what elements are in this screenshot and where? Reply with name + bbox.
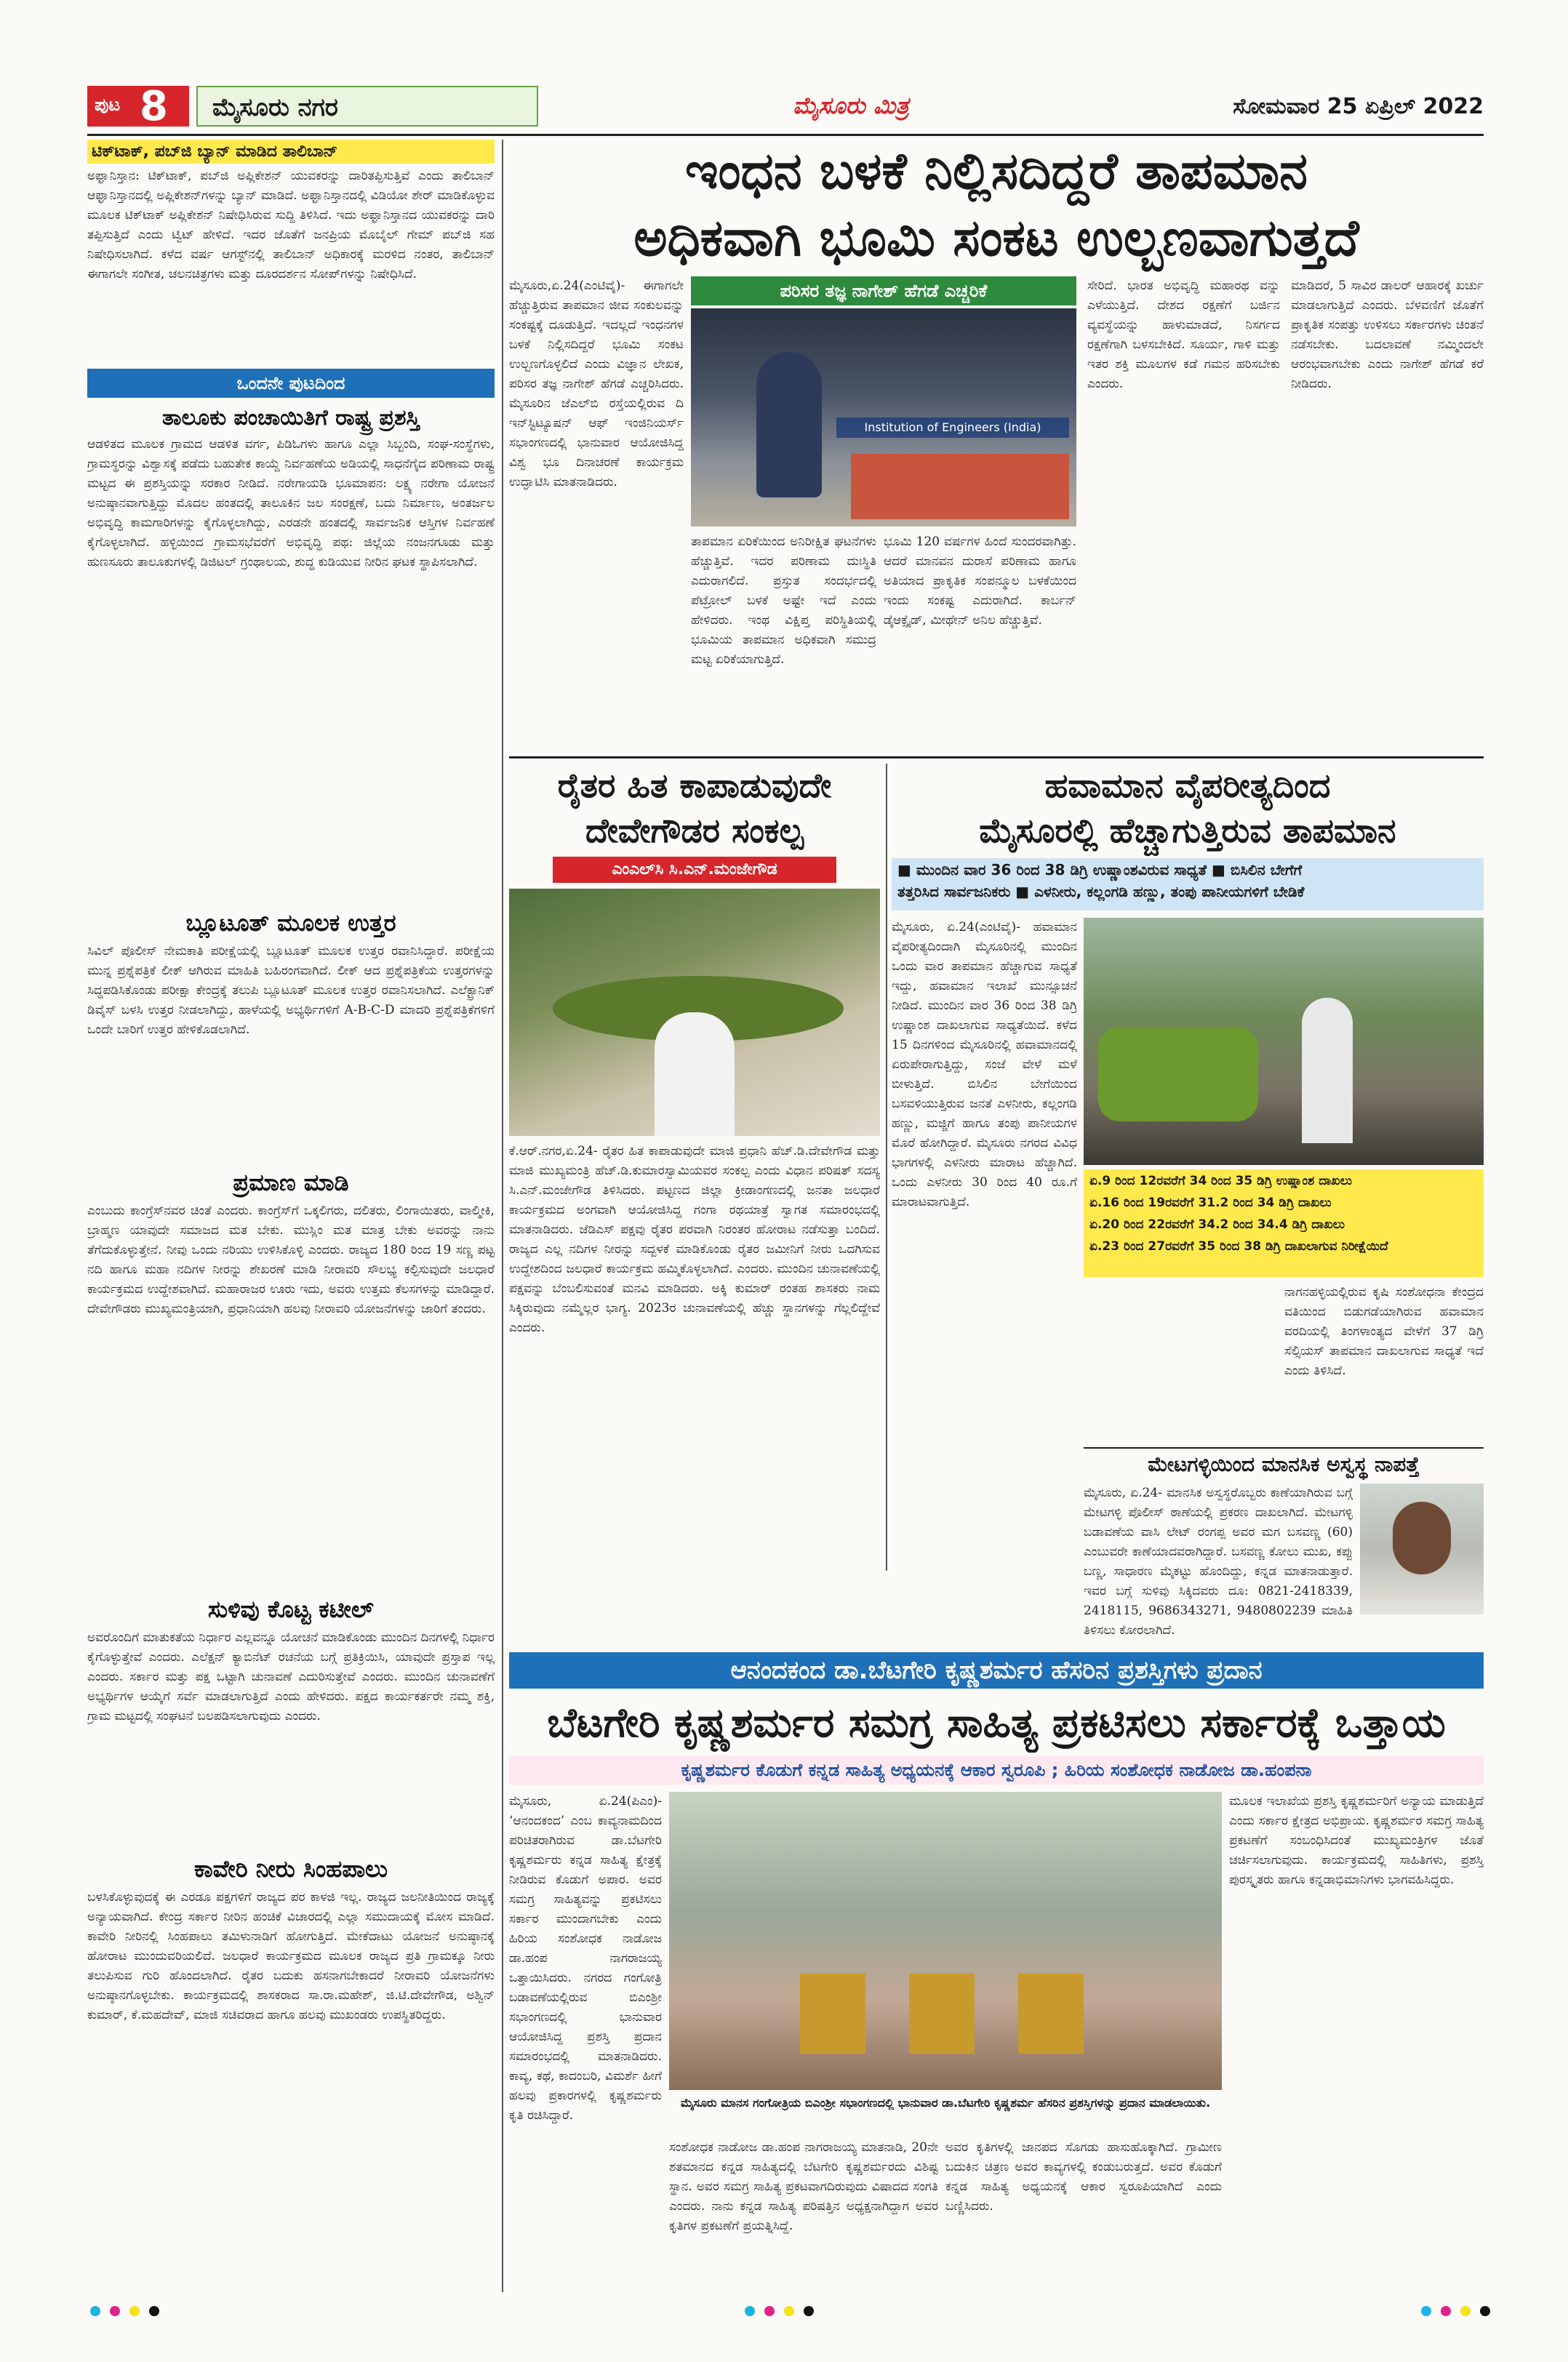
lead-headline-2: ಅಧಿಕವಾಗಿ ಭೂಮಿ ಸಂಕಟ ಉಲ್ಬಣವಾಗುತ್ತದೆ [633,208,1359,268]
panchayat-headline: ತಾಲೂಕು ಪಂಚಾಯಿತಿಗೆ ರಾಷ್ಟ್ರ ಪ್ರಶಸ್ತಿ [162,405,420,431]
missing-person-photo [1360,1484,1484,1614]
registration-dots-right [1418,2305,1493,2319]
missing-person-face [1393,1502,1451,1574]
yellow-dot [129,2306,140,2316]
award-headline: ಬೆಟಗೇರಿ ಕೃಷ್ಣಶರ್ಮರ ಸಮಗ್ರ ಸಾಹಿತ್ಯ ಪ್ರಕಟಿಸಲು ಸರ್ಕಾರಕ್ಕೆ ಒತ್ತಾಯ [547,1700,1446,1747]
page-number: 8 [140,83,168,130]
temp-row-4: ಏ.23 ರಿಂದ 27ರವರೆಗೆ 35 ರಿಂದ 38 ಡಿಗ್ರಿ ದಾಖಲಾಗುವ ನಿರೀಕ್ಷೆಯಿದೆ [1089,1239,1388,1254]
kateel-headline: ಸುಳಿವು ಕೊಟ್ಟ ಕಟೀಲ್ [208,1596,374,1623]
issue-date: ಸೋಮವಾರ 25 ಏಪ್ರಿಲ್ 2022 [1233,94,1484,119]
black-dot [149,2306,159,2316]
farmers-body: ಕೆ.ಆರ್.ನಗರ,ಏ.24- ರೈತರ ಹಿತ ಕಾಪಾಡುವುದೇ ಮಾಜಿ ಪ್ರಧಾನಿ ಹೆಚ್.ಡಿ.ದೇವೇಗೌಡ ಮತ್ತು ಮಾಜಿ ಮುಖ್ಯಮಂತ್ರಿ ಹೆಚ್.ಡಿ.ಕುಮಾರಸ್ವಾಮಿಯವರ ಸಂಕಲ್ಪ ಎಂದು ವಿಧಾನ ಪರಿಷತ್ ಸದಸ್ಯ ಸಿ.ಎನ್.ಮಂಜೇಗೌಡ ತಿಳಿಸಿದರು. ಪಟ್ಟಣದ ಜಿಲ್ಲಾ ಕ್ರೀಡಾಂಗಣದಲ್ಲಿ ಜನತಾ ಜಲಧಾರೆ ಕಾರ್ಯಕ್ರಮದ ಅಂಗವಾಗಿ ಆಯೋಜಿಸಿದ್ದ ಗಂಗಾ ರಥಯಾತ್ರೆ ಸ್ವಾಗತ ಸಮಾರಂಭದಲ್ಲಿ ಮಾತನಾಡಿದರು. ಜೆಡಿಎಸ್ ಪಕ್ಷವು ರೈತರ ಪರವಾಗಿ ನಿರಂತರ ಹೋರಾಟ ನಡೆಸುತ್ತಾ ಬಂದಿದೆ. ರಾಜ್ಯದ ಎಲ್ಲ ನದಿಗಳ ನೀರನ್ನು ಸದ್ಬಳಕೆ ಮಾಡಿಕೊಂಡು ರೈತರ ಜಮೀನಿಗೆ ನೀರು ಒದಗಿಸುವ ಉದ್ದೇಶದಿಂದ ಜಲಧಾರೆ ಕಾರ್ಯಕ್ರಮ ಹಮ್ಮಿಕೊಳ್ಳಲಾಗಿದೆ. ಎಂದರು. ಮುಂದಿನ ಚುನಾವಣೆಯಲ್ಲಿ ಪಕ್ಷವನ್ನು ಬೆಂಬಲಿಸುವಂತೆ ಮನವಿ ಮಾಡಿದರು. ಅಕ್ಕಿ ಕುಮಾರ್ ರಂತಹ ಶಾಸಕರು ನಾಮ ಸಿಕ್ಕಿರುವುದು ನಮ್ಮೆಲ್ಲರ ಭಾಗ್ಯ. 2023ರ ಚುನಾವಣೆಯಲ್ಲಿ ಹೆಚ್ಚು ಸ್ಥಾನಗಳನ್ನು ಗೆಲ್ಲಲಿದ್ದೇವೆ ಎಂದರು. [509,1144,880,1335]
farmers-right-rule [886,764,887,1571]
bluetooth-body: ಸಿವಿಲ್ ಪೊಲೀಸ್ ನೇಮಕಾತಿ ಪರೀಕ್ಷೆಯಲ್ಲಿ ಬ್ಲೂಟೂತ್ ಮೂಲಕ ಉತ್ತರ ರವಾನಿಸಿದ್ದಾರೆ. ಪರೀಕ್ಷೆಯ ಮುನ್ನ ಪ್ರಶ್ನೆಪತ್ರಿಕೆ ಲೀಕ್ ಆಗಿರುವ ಮಾಹಿತಿ ಬಹಿರಂಗವಾಗಿದೆ. ಲೀಕ್ ಆದ ಪ್ರಶ್ನೆಪತ್ರಿಕೆಯ ಉತ್ತರಗಳನ್ನು ಸಿದ್ಧಪಡಿಸಿಕೊಂಡು ಪರೀಕ್ಷಾ ಕೇಂದ್ರಕ್ಕೆ ತಲುಪಿ ಬ್ಲೂಟೂತ್ ಮೂಲಕ ಉತ್ತರ ರವಾನಿಸಲಾಗಿದೆ. ಎಲೆಕ್ಟ್ರಾನಿಕ್ ಡಿವೈಸ್ ಬಳಸಿ ಉತ್ತರ ನೀಡಲಾಗಿದ್ದು, ಹಾಳೆಯಲ್ಲಿ ಅಭ್ಯರ್ಥಿಗಳಿಗೆ A-B-C-D ಮಾದರಿ ಪ್ರಶ್ನೆಪತ್ರಿಕೆಗಳಿಗೆ ಒಂದೇ ಬಾರಿಗೆ ಉತ್ತರ ಹೇಳಿಕೊಡಲಾಗಿದೆ. [87,944,495,1037]
award-frame-3 [1018,1974,1084,2054]
yellow-dot [1460,2306,1471,2316]
weather-subhead-2: ತತ್ತರಿಸಿದ ಸಾರ್ವಜನಿಕರು ■ ಎಳನೀರು, ಕಲ್ಲಂಗಡಿ ಹಣ್ಣು, ತಂಪು ಪಾನೀಯಗಳಿಗೆ ಬೇಡಿಕೆ [897,883,1305,900]
weather-body: ಮೈಸೂರು, ಏ.24(ಎಂಟಿವೈ)- ಹವಾಮಾನ ವೈಪರೀತ್ಯದಿಂದಾಗಿ ಮೈಸೂರಿನಲ್ಲಿ ಮುಂದಿನ ಒಂದು ವಾರ ತಾಪಮಾನ ಹೆಚ್ಚಾಗುವ ಸಾಧ್ಯತೆ ಇದ್ದು, ಹವಾಮಾನ ಇಲಾಖೆ ಮುನ್ಸೂಚನೆ ನೀಡಿದೆ. ಮುಂದಿನ ವಾರ 36 ರಿಂದ 38 ಡಿಗ್ರಿ ಉಷ್ಣಾಂಶ ದಾಖಲಾಗುವ ಸಾಧ್ಯತೆಯಿದೆ. ಕಳೆದ 15 ದಿನಗಳಿಂದ ಮೈಸೂರಿನಲ್ಲಿ ಹವಾಮಾನದಲ್ಲಿ ಏರುಪೇರಾಗುತ್ತಿದ್ದು, ಸಂಜೆ ವೇಳೆ ಮಳೆ ಬೀಳುತ್ತಿದೆ. ಬಿಸಿಲಿನ ಬೇಗೆಯಿಂದ ಬಸವಳಿಯುತ್ತಿರುವ ಜನತೆ ಎಳನೀರು, ಕಲ್ಲಂಗಡಿ ಹಣ್ಣು, ಮಜ್ಜಿಗೆ ಹಾಗೂ ತಂಪು ಪಾನೀಯಗಳ ಮೊರೆ ಹೋಗಿದ್ದಾರೆ. ಮೈಸೂರು ನಗರದ ವಿವಿಧ ಭಾಗಗಳಲ್ಲಿ ಎಳನೀರು ಮಾರಾಟ ಹೆಚ್ಚಾಗಿದೆ. ಒಂದು ಎಳನೀರು 30 ರಿಂದ 40 ರೂ.ಗೆ ಮಾರಾಟವಾಗುತ್ತಿದೆ. [892,920,1077,1209]
lead-bottom-rule [509,756,1484,758]
award-banner: ಆನಂದಕಂದ ಡಾ.ಬೆಟಗೇರಿ ಕೃಷ್ಣಶರ್ಮರ ಹೆಸರಿನ ಪ್ರಶಸ್ತಿಗಳು ಪ್ರದಾನ [509,1652,1484,1689]
missing-headline: ಮೇಟಗಳ್ಳಿಯಿಂದ ಮಾನಸಿಕ ಅಸ್ವಸ್ಥ ನಾಪತ್ತೆ [1084,1447,1484,1481]
speaker-figure [756,352,822,497]
cauvery-headline: ಕಾವೇರಿ ನೀರು ಸಿಂಹಪಾಲು [193,1855,388,1883]
weather-subhead-1: ■ ಮುಂದಿನ ವಾರ 36 ರಿಂದ 38 ಡಿಗ್ರಿ ಉಷ್ಣಾಂಶವಿರುವ ಸಾಧ್ಯತೆ ■ ಬಿಸಿಲಿನ ಬೇಗೆಗೆ [897,861,1303,878]
page-number-box [87,83,189,130]
pramana-body: ಎಂಬುದು ಕಾಂಗ್ರೆಸ್‌ನವರ ಚಿಂತೆ ಎಂದರು. ಕಾಂಗ್ರೆಸ್‌ಗೆ ಒಕ್ಕಲಿಗರು, ದಲಿತರು, ಲಿಂಗಾಯಿತರು, ವಾಲ್ಮೀಕಿ, ಬ್ರಾಹ್ಮಣ ಯಾವುದೇ ಸಮಾಜದ ಮತ ಬೇಕು. ಮುಸ್ಲಿಂ ಮತ ಮಾತ್ರ ಬೇಕು ಅವರನ್ನು ನಾನು ತೆಗೆದುಕೊಳ್ಳುತ್ತೇನೆ. ನೀವು ಒಂದು ನರಿಯು ಉಳಿಸಿಕೊಳ್ಳಿ ಎಂದರು. ರಾಜ್ಯದ 180 ರಿಂದ 19 ಸಣ್ಣ ಪಟ್ಟ ನದಿ ಹಾಗೂ ಮಹಾ ನದಿಗಳ ನೀರನ್ನು ಶೇಖರಣೆ ಮಾಡಿ ನೀರಾವರಿ ಸೌಲಭ್ಯ ಕಲ್ಪಿಸುವುದೇ ಜಲಧಾರೆ ಕಾರ್ಯಕ್ರಮದ ಉದ್ದೇಶವಾಗಿದೆ. ಮಹಾರಾಜರ ಊರು ಇದು, ಅವರು ಉತ್ತಮ ಕೆಲಸಗಳನ್ನು ಮಾಡಿದ್ದಾರೆ. ದೇವೇಗೌಡರು ಮುಖ್ಯಮಂತ್ರಿಯಾಗಿ, ಪ್ರಧಾನಿಯಾಗಿ ಹಲವು ನೀರಾವರಿ ಯೋಜನೆಗಳನ್ನು ಜಾರಿಗೆ ತಂದರು. [87,1204,495,1316]
page-label: ಪುಟ [95,95,121,115]
missing-body: ಮೈಸೂರು, ಏ.24- ಮಾನಸಿಕ ಅಸ್ವಸ್ಥರೊಬ್ಬರು ಕಾಣೆಯಾಗಿರುವ ಬಗ್ಗೆ ಮೇಟಗಳ್ಳಿ ಪೊಲೀಸ್ ಠಾಣೆಯಲ್ಲಿ ಪ್ರಕರಣ ದಾಖಲಾಗಿದೆ. ಮೇಟಗಳ್ಳಿ ಬಡಾವಣೆಯ ವಾಸಿ ಲೇಟ್ ರಂಗಪ್ಪ ಅವರ ಮಗ ಬಸವಣ್ಣ (60) ಎಂಬುವರೇ ಕಾಣೆಯಾದವರಾಗಿದ್ದಾರೆ. ಬಸವಣ್ಣ ಕೋಲು ಮುಖ, ಕಪ್ಪು ಬಣ್ಣ, ಸಾಧಾರಣ ಮೈಕಟ್ಟು ಹೊಂದಿದ್ದು, ಕನ್ನಡ ಮಾತನಾಡುತ್ತಾರೆ. ಇವರ ಬಗ್ಗೆ ಸುಳಿವು ಸಿಕ್ಕಿದವರು ದೂ: 0821-2418339, 2418115, 9686343271, 9480802239 ಮಾಹಿತಿ ತಿಳಿಸಲು ಕೋರಲಾಗಿದೆ. [1084,1486,1353,1638]
award-col-2: ಸಂಶೋಧಕ ನಾಡೋಜ ಡಾ.ಹಂಪ ನಾಗರಾಜಯ್ಯ ಮಾತನಾಡಿ, 20ನೇ ಶತಮಾನದ ಕನ್ನಡ ಸಾಹಿತ್ಯದಲ್ಲಿ ಬೆಟಗೇರಿ ಕೃಷ್ಣಶರ್ಮರದು ವಿಶಿಷ್ಟ ಸ್ಥಾನ. ಅವರ ಸಮಗ್ರ ಸಾಹಿತ್ಯ ಪ್ರಕಟವಾಗದಿರುವುದು ವಿಷಾದದ ಸಂಗತಿ ಎಂದರು. ನಾನು ಕನ್ನಡ ಸಾಹಿತ್ಯ ಪರಿಷತ್ತಿನ ಅಧ್ಯಕ್ಷನಾಗಿದ್ದಾಗ ಅವರ ಕೃತಿಗಳ ಪ್ರಕಟಣೆಗೆ ಪ್ರಯತ್ನಿಸಿದ್ದೆ. [669,2140,938,2233]
temperature-table [1084,1169,1484,1277]
lead-col-a: ಮೈಸೂರು,ಏ.24(ಎಂಟಿವೈ)- ಈಗಾಗಲೇ ಹೆಚ್ಚುತ್ತಿರುವ ತಾಪಮಾನ ಜೀವ ಸಂಕುಲವನ್ನು ಸಂಕಷ್ಟಕ್ಕೆ ದೂಡುತ್ತಿದೆ. ಇದಲ್ಲದೆ ಇಂಧನಗಳ ಬಳಕೆ ನಿಲ್ಲಿಸದಿದ್ದರೆ ಭೂಮಿ ಸಂಕಟ ಉಲ್ಬಣಗೊಳ್ಳಲಿದೆ ಎಂದು ವಿಜ್ಞಾನ ಲೇಖಕ, ಪರಿಸರ ತಜ್ಞ ನಾಗೇಶ್ ಹೆಗಡೆ ಎಚ್ಚರಿಸಿದರು. ಮೈಸೂರಿನ ಜೆಎಲ್‌ಬಿ ರಸ್ತೆಯಲ್ಲಿರುವ ದಿ ಇನ್‌ಸ್ಟಿಟ್ಯೂಷನ್ ಆಫ್ ಇಂಜಿನಿಯರ್ಸ್ ಸಭಾಂಗಣದಲ್ಲಿ ಭಾನುವಾರ ಆಯೋಜಿಸಿದ್ದ ವಿಶ್ವ ಭೂ ದಿನಾಚರಣೆ ಕಾರ್ಯಕ್ರಮ ಉದ್ಘಾಟಿಸಿ ಮಾತನಾಡಿದರು. [509,279,684,489]
lead-col-c: ಭೂಮಿ 120 ವರ್ಷಗಳ ಹಿಂದೆ ಸುಂದರವಾಗಿತ್ತು. ಆದರೆ ಮಾನವನ ದುರಾಸೆ ಪರಿಣಾಮ ಹಾಗೂ ಅತಿಯಾದ ಪ್ರಾಕೃತಿಕ ಸಂಪನ್ಮೂಲ ಬಳಕೆಯಿಂದ ಇಂದು ಸಂಕಷ್ಟ ಎದುರಾಗಿದೆ. ಕಾರ್ಬನ್ ಡೈಆಕ್ಸೈಡ್, ಮೀಥೇನ್ ಅನಿಲ ಹೆಚ್ಚುತ್ತಿವೆ. [884,535,1076,628]
yellow-dot [784,2306,794,2316]
farmers-headline-2: ದೇವೇಗೌಡರ ಸಂಕಲ್ಪ [585,811,804,850]
award-col-1: ಮೈಸೂರು, ಏ.24(ಪಿಎಂ)- ‘ಆನಂದಕಂದ’ ಎಂಬ ಕಾವ್ಯನಾಮದಿಂದ ಪರಿಚಿತರಾಗಿರುವ ಡಾ.ಬೆಟಗೇರಿ ಕೃಷ್ಣಶರ್ಮರು ಕನ್ನಡ ಸಾಹಿತ್ಯ ಕ್ಷೇತ್ರಕ್ಕೆ ನೀಡಿರುವ ಕೊಡುಗೆ ಅಪಾರ. ಅವರ ಸಮಗ್ರ ಸಾಹಿತ್ಯವನ್ನು ಪ್ರಕಟಿಸಲು ಸರ್ಕಾರ ಮುಂದಾಗಬೇಕು ಎಂದು ಹಿರಿಯ ಸಂಶೋಧಕ ನಾಡೋಜ ಡಾ.ಹಂಪ ನಾಗರಾಜಯ್ಯ ಒತ್ತಾಯಿಸಿದರು. ನಗರದ ಗಂಗೋತ್ರಿ ಬಡಾವಣೆಯಲ್ಲಿರುವ ಬಿಎಂಶ್ರೀ ಸಭಾಂಗಣದಲ್ಲಿ ಭಾನುವಾರ ಆಯೋಜಿಸಿದ್ದ ಪ್ರಶಸ್ತಿ ಪ್ರದಾನ ಸಮಾರಂಭದಲ್ಲಿ ಮಾತನಾಡಿದರು. ಕಾವ್ಯ, ಕಥೆ, ಕಾದಂಬರಿ, ವಿಮರ್ಶೆ ಹೀಗೆ ಹಲವು ಪ್ರಕಾರಗಳಲ್ಲಿ ಕೃಷ್ಣಶರ್ಮರು ಕೃತಿ ರಚಿಸಿದ್ದಾರೆ. [509,1794,662,2123]
cauvery-body: ಬಳಸಿಕೊಳ್ಳುವುದಕ್ಕೆ ಈ ಎರಡೂ ಪಕ್ಷಗಳಿಗೆ ರಾಜ್ಯದ ಪರ ಕಾಳಜಿ ಇಲ್ಲ. ರಾಜ್ಯದ ಜಲನೀತಿಯಿಂದ ರಾಜ್ಯಕ್ಕೆ ಅನ್ಯಾಯವಾಗಿದೆ. ಕೇಂದ್ರ ಸರ್ಕಾರ ನೀರಿನ ಹಂಚಿಕೆ ವಿಚಾರದಲ್ಲಿ ಎಲ್ಲಾ ಸಮುದಾಯಕ್ಕೆ ಮೋಸ ಮಾಡಿದೆ. ಕಾವೇರಿ ನೀರಿನಲ್ಲಿ ಸಿಂಹಪಾಲು ತಮಿಳುನಾಡಿಗೆ ಹೋಗುತ್ತಿದೆ. ಮೇಕೆದಾಟು ಯೋಜನೆ ಅನುಷ್ಠಾನಕ್ಕೆ ಹೋರಾಟ ಮುಂದುವರಿಯಲಿದೆ. ಜಲಧಾರೆ ಕಾರ್ಯಕ್ರಮದ ಮೂಲಕ ರಾಜ್ಯದ ಪ್ರತಿ ಗ್ರಾಮಕ್ಕೂ ನೀರು ತಲುಪಿಸುವ ಗುರಿ ಹೊಂದಲಾಗಿದೆ. ರೈತರ ಬದುಕು ಹಸನಾಗಬೇಕಾದರೆ ನೀರಾವರಿ ಯೋಜನೆಗಳು ಅನುಷ್ಠಾನಗೊಳ್ಳಬೇಕು. ಕಾರ್ಯಕ್ರಮದಲ್ಲಿ ಶಾಸಕರಾದ ಸಾ.ರಾ.ಮಹೇಶ್, ಜಿ.ಟಿ.ದೇವೇಗೌಡ, ಅಶ್ವಿನ್ ಕುಮಾರ್, ಕೆ.ಮಹದೇವ್, ಮಾಜಿ ಸಚಿವರಾದ ಹಾಗೂ ಹಲವು ಮುಖಂಡರು ಉಪಸ್ಥಿತರಿದ್ದರು. [87,1890,495,2022]
weather-subhead [892,858,1484,910]
section-label: ಮೈಸೂರು ನಗರ [196,86,538,127]
masthead [87,80,1484,132]
registration-dots-center [742,2305,817,2319]
magenta-dot [1441,2306,1451,2316]
black-dot [804,2306,814,2316]
masthead-rule [87,134,1484,136]
coconut-pile [1098,1027,1258,1121]
leader-figure [655,1012,735,1136]
panchayat-body: ಆಡಳಿತದ ಮೂಲಕ ಗ್ರಾಮದ ಆಡಳಿತ ವರ್ಗ, ಪಿಡಿಓಗಳು ಹಾಗೂ ಎಲ್ಲಾ ಸಿಬ್ಬಂದಿ, ಸಂಘ-ಸಂಸ್ಥೆಗಳು, ಗ್ರಾಮಸ್ಥರನ್ನು ವಿಶ್ವಾಸಕ್ಕೆ ಪಡೆದು ಬಹುತೇಕ ಕಾಯ್ದೆ ನಿರ್ವಹಣೆಯ ಅಡಿಯಲ್ಲಿ ಸಾಧನೆಗೈದ ಪರಿಣಾಮ ರಾಷ್ಟ್ರ ಮಟ್ಟದ ಈ ಪ್ರಶಸ್ತಿಯನ್ನು ಸರಕಾರ ನೀಡಿದೆ. ನರೇಗಾಯಡಿ ಭೂಮಾಪನ: ಲಕ್ಷ್ಯ ನರೇಗಾ ಯೋಜನೆ ಅನುಷ್ಠಾನವಾಗುತ್ತಿದ್ದು ಮೊದಲ ಹಂತದಲ್ಲಿ ತಾಲೂಕಿನ ಜಲ ಸಂರಕ್ಷಣೆ, ಬದು ನಿರ್ಮಾಣ, ಅಂತರ್ಜಲ ಅಭಿವೃದ್ಧಿ ಕಾಮಗಾರಿಗಳನ್ನು ಕೈಗೊಳ್ಳಲಾಗಿದ್ದು, ಎರಡನೇ ಹಂತದಲ್ಲಿ ಸಾರ್ವಜನಿಕ ಆಸ್ತಿಗಳ ನಿರ್ವಹಣೆ ಕೈಗೊಳ್ಳಲಾಗಿದೆ. ಹಳ್ಳಿಯಿಂದ ಗ್ರಾಮಸಭೆವರೆಗೆ ಅಭಿವೃದ್ಧಿ ಪಥ: ಜಿಲ್ಲೆಯ ನಂಜನಗೂಡು ಮತ್ತು ಹುಣಸೂರು ತಾಲೂಕುಗಳಲ್ಲಿ ಡಿಜಿಟಲ್ ಗ್ರಂಥಾಲಯ, ಶುದ್ಧ ಕುಡಿಯುವ ನೀರಿನ ಘಟಕ ಸ್ಥಾಪಿಸಲಾಗಿದೆ. [87,437,495,569]
award-subhead: ಕೃಷ್ಣಶರ್ಮರ ಕೊಡುಗೆ ಕನ್ನಡ ಸಾಹಿತ್ಯ ಅಧ್ಯಯನಕ್ಕೆ ಆಕಾರ ಸ್ವರೂಪಿ ; ಹಿರಿಯ ಸಂಶೋಧಕ ನಾಡೋಜ ಡಾ.ಹಂಪನಾ [509,1756,1484,1785]
left-column [87,140,495,2292]
lead-col-e: ಮಾಡಿದರೆ, 5 ಸಾವಿರ ಡಾಲರ್ ಆಹಾರಕ್ಕೆ ಖರ್ಚು ಮಾಡಲಾಗುತ್ತಿದೆ ಎಂದರು. ಬೆಳವಣಿಗೆ ಜೊತೆಗೆ ಪ್ರಾಕೃತಿಕ ಸಂಪತ್ತು ಉಳಿಸಲು ಸರ್ಕಾರಗಳು ಚಿಂತನೆ ನಡೆಸಬೇಕು. ಬದಲಾವಣೆ ನಮ್ಮಿಂದಲೇ ಆರಂಭವಾಗಬೇಕು ಎಂದು ನಾಗೇಶ್ ಹೆಗಡೆ ಕರೆ ನೀಡಿದರು. [1291,279,1484,391]
left-column-rule [502,140,503,2292]
cyan-dot [1421,2306,1431,2316]
award-frame-2 [909,1974,975,2054]
temp-row-1: ಏ.9 ರಿಂದ 12ರವರೆಗೆ 34 ರಿಂದ 35 ಡಿಗ್ರಿ ಉಷ್ಣಾಂಶ ದಾಖಲು [1089,1174,1353,1188]
taliban-body: ಅಫ್ಘಾನಿಸ್ತಾನ: ಟಿಕ್‌ಟಾಕ್, ಪಬ್‌ಜಿ ಅಪ್ಲಿಕೇಶನ್ ಯುವಕರನ್ನು ದಾರಿತಪ್ಪಿಸುತ್ತಿವೆ ಎಂದು ತಾಲಿಬಾನ್ ಆಫ್ಘಾನಿಸ್ತಾನದಲ್ಲಿ ಅಪ್ಲಿಕೇಶನ್‌ಗಳನ್ನು ಬ್ಯಾನ್ ಮಾಡಿದೆ. ಅಫ್ಘಾನಿಸ್ತಾನದಲ್ಲಿ ವಿಡಿಯೋ ಶೇರ್ ಮಾಡಿಕೊಳ್ಳುವ ಮೂಲಕ ಟಿಕ್‌ಟಾಕ್ ಅಪ್ಲಿಕೇಶನ್ ನಿಷೇಧಿಸಿರುವ ಸುದ್ದಿ ತಿಳಿಸಿದೆ. ಇದು ಅಫ್ಘಾನಿಸ್ತಾನದ ಯುವಕರನ್ನು ದಾರಿ ತಪ್ಪಿಸುತ್ತಿದೆ ಎಂದು ಟ್ವಿಟ್ ಹೇಳಿದೆ. ಇದರ ಜೊತೆಗೆ ಜನಪ್ರಿಯ ಮೊಬೈಲ್ ಗೇಮ್ ಪಬ್‌ಜಿ ಸಹ ನಿಷೇಧಿಸಲಾಗಿದೆ. ಕಳೆದ ವರ್ಷ ಆಗಸ್ಟ್‌ನಲ್ಲಿ ತಾಲಿಬಾನ್ ಅಧಿಕಾರಕ್ಕೆ ಮರಳಿದ ನಂತರ, ತಾಲಿಬಾನ್ ಈಗಾಗಲೇ ಸಂಗೀತ, ಚಲನಚಿತ್ರಗಳು ಮತ್ತು ದೂರದರ್ಶನ ಸೋಪ್‌ಗಳನ್ನು ನಿಷೇಧಿಸಿದೆ. [87,169,495,281]
lead-photo [691,308,1076,527]
weather-body-2: ನಾಗನಹಳ್ಳಿಯಲ್ಲಿರುವ ಕೃಷಿ ಸಂಶೋಧನಾ ಕೇಂದ್ರದ ವತಿಯಿಂದ ಬಿಡುಗಡೆಯಾಗಿರುವ ಹವಾಮಾನ ವರದಿಯಲ್ಲಿ ತಿಂಗಳಾಂತ್ಯದ ವೇಳೆಗೆ 37 ಡಿಗ್ರಿ ಸೆಲ್ಸಿಯಸ್ ತಾಪಮಾನ ದಾಖಲಾಗುವ ಸಾಧ್ಯತೆ ಇದೆ ಎಂದು ತಿಳಿಸಿದೆ. [1284,1285,1484,1378]
award-caption: ಮೈಸೂರು ಮಾನಸ ಗಂಗೋತ್ರಿಯ ಬಿಎಂಶ್ರೀ ಸಭಾಂಗಣದಲ್ಲಿ ಭಾನುವಾರ ಡಾ.ಬೆಟಗೇರಿ ಕೃಷ್ಣಶರ್ಮ ಹೆಸರಿನ ಪ್ರಶಸ್ತಿಗಳನ್ನು ಪ್ರದಾನ ಮಾಡಲಾಯಿತು. [680,2096,1211,2110]
award-photo [669,1792,1222,2090]
farmers-photo [509,889,880,1136]
kateel-body: ಅವರೊಂದಿಗೆ ಮಾತುಕತೆಯ ನಿರ್ಧಾರ ಎಲ್ಲವನ್ನೂ ಯೋಚನೆ ಮಾಡಿಕೊಂಡು ಮುಂದಿನ ದಿನಗಳಲ್ಲಿ ನಿರ್ಧಾರ ಕೈಗೊಳ್ಳುತ್ತೇವೆ ಎಂದರು. ಎಲೆಕ್ಷನ್ ಕ್ಯಾಬಿನೆಟ್ ರಚನೆಯ ಬಗ್ಗೆ ಪ್ರತಿಕ್ರಿಯಿಸಿ, ಯಾವುದೇ ಪ್ರಸ್ತಾಪ ಇಲ್ಲ ಎಂದರು. ಸರ್ಕಾರ ಮತ್ತು ಪಕ್ಷ ಒಟ್ಟಾಗಿ ಚುನಾವಣೆ ಎದುರಿಸುತ್ತೇವೆ ಎಂದರು. ಮುಂದಿನ ಚುನಾವಣೆಗೆ ಅಭ್ಯರ್ಥಿಗಳ ಆಯ್ಕೆಗೆ ಸರ್ವೆ ಮಾಡಲಾಗುತ್ತಿದೆ ಎಂದು ಹೇಳಿದರು. ಪಕ್ಷದ ಕಾರ್ಯಕರ್ತರೇ ನಮ್ಮ ಶಕ್ತಿ, ಗ್ರಾಮ ಮಟ್ಟದಲ್ಲಿ ಸಂಘಟನೆ ಬಲಪಡಿಸಲಾಗುವುದು ಎಂದರು. [87,1630,495,1724]
paper-name: ಮೈಸೂರು ಮಿತ್ರ [793,92,909,119]
lead-col-b: ತಾಪಮಾನ ಏರಿಕೆಯಿಂದ ಅನಿರೀಕ್ಷಿತ ಘಟನೆಗಳು ಹೆಚ್ಚುತ್ತಿವೆ. ಇದರ ಪರಿಣಾಮ ದುಃಸ್ಥಿತಿ ಎದುರಾಗಲಿದೆ. ಪ್ರಸ್ತುತ ಸಂದರ್ಭದಲ್ಲಿ ಪೆಟ್ರೋಲ್ ಬಳಕೆ ಅಷ್ಟೇ ಇದೆ ಎಂದು ಹೇಳಿದರು. ಇಂಥ ವಿಕ್ಷಿಪ್ತ ಪರಿಸ್ಥಿತಿಯಲ್ಲಿ ಭೂಮಿಯ ತಾಪಮಾನ ಅಧಿಕವಾಗಿ ಸಮುದ್ರ ಮಟ್ಟ ಏರಿಕೆಯಾಗುತ್ತಿದೆ. [691,535,876,667]
lead-col-d: ಸೇರಿದೆ. ಭಾರತ ಅಭಿವೃದ್ಧಿ ಮಹಾರಥ ವನ್ನು ಎಳೆಯುತ್ತಿದೆ. ದೇಶದ ರಕ್ಷಣೆಗೆ ಬರ್ಜಿನ ವ್ಯವಸ್ಥೆಯನ್ನು ಹಾಳುಮಾಡದೆ, ನಿಸರ್ಗದ ರಕ್ಷಣೆಗಾಗಿ ಬಳಸಬೇಕಿದೆ. ಸೂರ್ಯ, ಗಾಳಿ ಮತ್ತು ಇತರ ಶಕ್ತಿ ಮೂಲಗಳ ಕಡೆ ಗಮನ ಹರಿಸಬೇಕು ಎಂದರು. [1087,279,1280,391]
vendor-figure [1302,998,1353,1143]
temp-row-2: ಏ.16 ರಿಂದ 19ರವರೆಗೆ 31.2 ರಿಂದ 34 ಡಿಗ್ರಿ ದಾಖಲು [1089,1196,1332,1210]
award-frame-1 [800,1974,865,2054]
registration-dots-left [87,2305,162,2319]
photo-banner-text: Institution of Engineers (India) [836,417,1069,438]
temp-row-3: ಏ.20 ರಿಂದ 22ರವರೆಗೆ 34.2 ರಿಂದ 34.4 ಡಿಗ್ರಿ ದಾಖಲು [1089,1217,1345,1232]
weather-photo [1084,918,1484,1165]
award-col-3: ಅವರ ಕೃತಿಗಳಲ್ಲಿ ಜಾನಪದ ಸೊಗಡು ಹಾಸುಹೊಕ್ಕಾಗಿದೆ. ಗ್ರಾಮೀಣ ಬದುಕಿನ ಚಿತ್ರಣ ಅವರ ಕಾವ್ಯಗಳಲ್ಲಿ ಕಂಡುಬರುತ್ತದೆ. ಅವರ ಕೊಡುಗೆ ಕನ್ನಡ ಸಾಹಿತ್ಯ ಅಧ್ಯಯನಕ್ಕೆ ಆಕಾರ ಸ್ವರೂಪಿಯಾಗಿದೆ ಎಂದು ಬಣ್ಣಿಸಿದರು. [945,2140,1222,2214]
weather-headline-2: ಮೈಸೂರಲ್ಲಿ ಹೆಚ್ಚಾಗುತ್ತಿರುವ ತಾಪಮಾನ [979,811,1396,850]
bluetooth-headline: ಬ್ಲೂಟೂತ್ ಮೂಲಕ ಉತ್ತರ [185,909,396,937]
taliban-headline: ಟಿಕ್‌ಟಾಕ್, ಪಬ್‌ಜಿ ಬ್ಯಾನ್ ಮಾಡಿದ ತಾಲಿಬಾನ್ [87,140,495,164]
lead-kicker: ಪರಿಸರ ತಜ್ಞ ನಾಗೇಶ್ ಹೆಗಡೆ ಎಚ್ಚರಿಕೆ [691,276,1076,305]
cyan-dot [745,2306,755,2316]
farmers-byline: ಎಂಎಲ್‌ಸಿ ಸಿ.ಎನ್.ಮಂಜೇಗೌಡ [553,857,836,883]
continued-banner: ಒಂದನೇ ಪುಟದಿಂದ [87,369,495,398]
lead-headline-1: ಇಂಧನ ಬಳಕೆ ನಿಲ್ಲಿಸದಿದ್ದರೆ ತಾಪಮಾನ [685,141,1308,201]
black-dot [1480,2306,1490,2316]
dais-table [851,454,1069,519]
cyan-dot [90,2306,100,2316]
magenta-dot [110,2306,120,2316]
pramana-headline: ಪ್ರಮಾಣ ಮಾಡಿ [233,1169,349,1196]
weather-headline-1: ಹವಾಮಾನ ವೈಪರೀತ್ಯದಿಂದ [1044,766,1331,805]
award-col-4: ಮೂಲಕ ಇಲಾಖೆಯ ಪ್ರಶಸ್ತಿ ಕೃಷ್ಣಶರ್ಮರಿಗೆ ಅನ್ಯಾಯ ಮಾಡುತ್ತಿದೆ ಎಂದು ಸರ್ಕಾರ ಕ್ಷೇತ್ರದ ಅಭಿಪ್ರಾಯ. ಕೃಷ್ಣಶರ್ಮರ ಸಮಗ್ರ ಸಾಹಿತ್ಯ ಪ್ರಕಟಣೆಗೆ ಸಂಬಂಧಿಸಿದಂತೆ ಮುಖ್ಯಮಂತ್ರಿಗಳ ಜೊತೆ ಚರ್ಚಿಸಲಾಗುವುದು. ಕಾರ್ಯಕ್ರಮದಲ್ಲಿ ಸಾಹಿತಿಗಳು, ಪ್ರಶಸ್ತಿ ಪುರಸ್ಕೃತರು ಹಾಗೂ ಕನ್ನಡಾಭಿಮಾನಿಗಳು ಭಾಗವಹಿಸಿದ್ದರು. [1229,1794,1484,1887]
magenta-dot [764,2306,775,2316]
farmers-headline-1: ರೈತರ ಹಿತ ಕಾಪಾಡುವುದೇ [557,766,832,805]
